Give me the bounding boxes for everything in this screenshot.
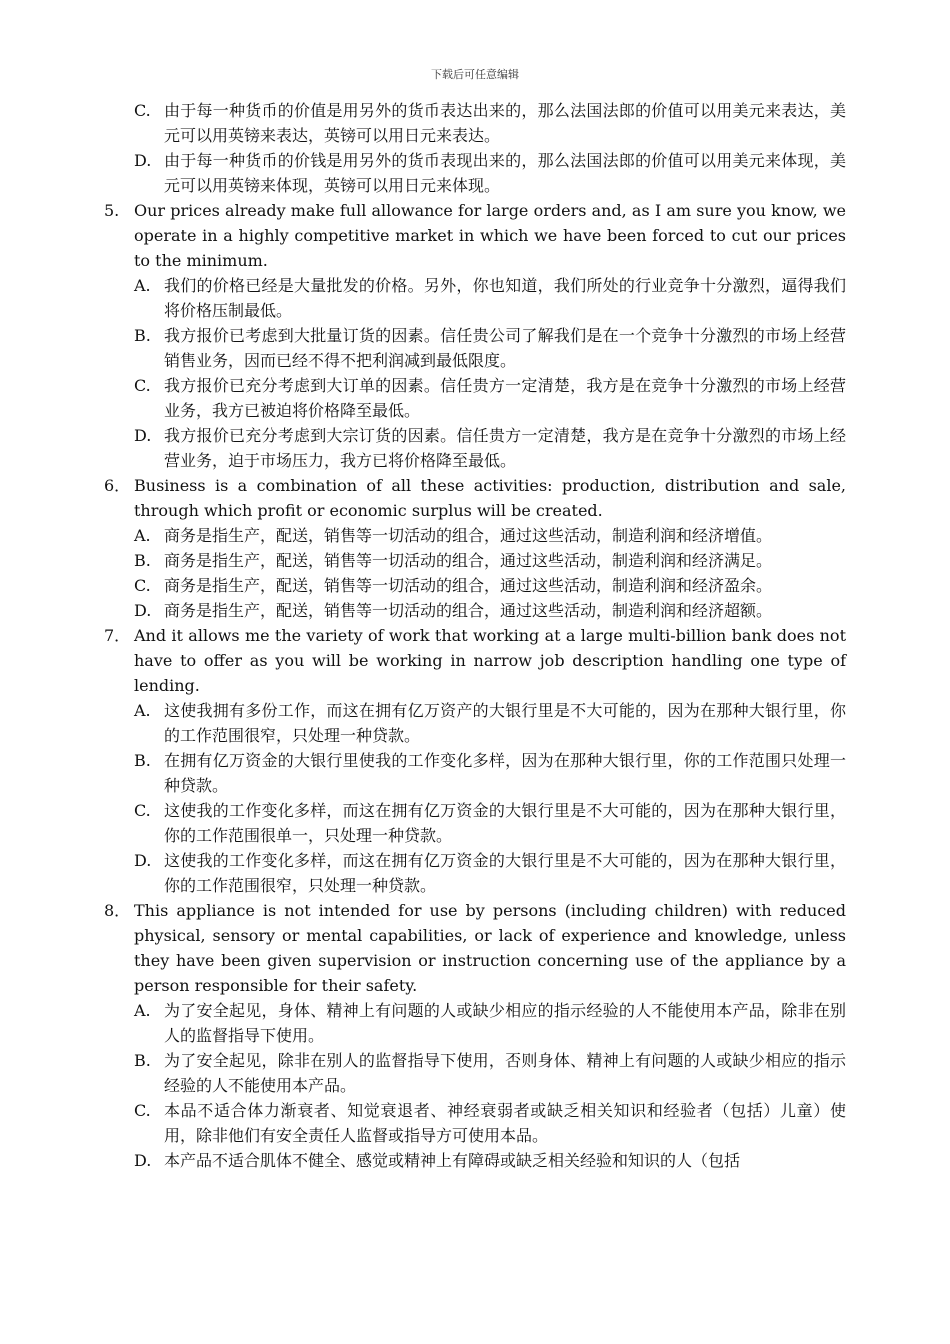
question-text: Business is a combination of all these activities: production, distribution and sale, through which profit or economic surplus will be created. [134,476,846,520]
option-text: 这使我的工作变化多样，而这在拥有亿万资金的大银行里是不大可能的，因为在那种大银行里，你的工作范围很窄，只处理一种贷款。 [164,851,846,895]
option [104,548,846,573]
option-letter: A. [134,276,151,295]
option [104,1098,846,1148]
question-number: 7． [104,626,131,645]
option-letter: D. [134,426,152,445]
option-letter: C. [134,801,151,820]
option-text: 商务是指生产，配送，销售等一切活动的组合，通过这些活动，制造利润和经济满足。 [164,551,773,570]
option-text: 由于每一种货币的价值是用另外的货币表达出来的，那么法国法郎的价值可以用美元来表达，美元可以用英镑来表达，英镑可以用日元来表达。 [164,101,846,145]
option-text: 我方报价已充分考虑到大宗订货的因素。信任贵方一定清楚，我方是在竞争十分激烈的市场上经营业务，迫于市场压力，我方已将价格降至最低。 [164,426,846,470]
option-text: 为了安全起见，除非在别人的监督指导下使用，否则身体、精神上有问题的人或缺少相应的指示经验的人不能使用本产品。 [164,1051,846,1095]
option-text: 我们的价格已经是大量批发的价格。另外，你也知道，我们所处的行业竞争十分激烈，逼得我们将价格压制最低。 [164,276,846,320]
option-text: 商务是指生产，配送，销售等一切活动的组合，通过这些活动，制造利润和经济增值。 [164,526,773,545]
question-number: 6． [104,476,131,495]
question-text: Our prices already make full allowance for large orders and, as I am sure you know, we operate in a highly competitive market in which we have been forced to cut our prices to the minimum. [134,201,846,270]
option-letter: C. [134,1101,151,1120]
question-number: 5. [104,201,120,220]
option [104,98,846,148]
option-letter: D. [134,601,152,620]
option [104,273,846,323]
option-letter: C. [134,376,151,395]
option-text: 商务是指生产，配送，销售等一切活动的组合，通过这些活动，制造利润和经济盈余。 [164,576,773,595]
option [104,798,846,848]
option-letter: D. [134,851,152,870]
option-text: 在拥有亿万资金的大银行里使我的工作变化多样，因为在那种大银行里，你的工作范围只处理一种贷款。 [164,751,846,795]
question [104,623,846,698]
option [104,573,846,598]
option [104,848,846,898]
option-text: 为了安全起见，身体、精神上有问题的人或缺少相应的指示经验的人不能使用本产品，除非在别人的监督指导下使用。 [164,1001,846,1045]
option [104,323,846,373]
document-body [104,98,846,1173]
option-text: 我方报价已考虑到大批量订货的因素。信任贵公司了解我们是在一个竞争十分激烈的市场上经营销售业务，因而已经不得不把利润减到最低限度。 [164,326,846,370]
option [104,148,846,198]
page-header: 下载后可任意编辑 [431,68,519,81]
option-letter: A. [134,526,151,545]
option [104,423,846,473]
option-letter: D. [134,1151,152,1170]
option [104,748,846,798]
question-text: And it allows me the variety of work that working at a large multi-billion bank does not have to offer as you will be working in narrow job description handling one type of lending. [134,626,846,695]
question [104,898,846,998]
option-letter: B. [134,551,151,570]
option-text: 这使我拥有多份工作，而这在拥有亿万资产的大银行里是不大可能的，因为在那种大银行里，你的工作范围很窄，只处理一种贷款。 [164,701,846,745]
option [104,598,846,623]
question-number: 8． [104,901,131,920]
option [104,698,846,748]
option-letter: D. [134,151,152,170]
question-text: This appliance is not intended for use by persons (including children) with reduced physical, sensory or mental capabilities, or lack of experience and knowledge, unless they have been given supervision or instruction concerning use of the appliance by a person responsible for their safety. [134,901,846,995]
option-letter: A. [134,1001,151,1020]
option-letter: B. [134,751,151,770]
option-text: 这使我的工作变化多样，而这在拥有亿万资金的大银行里是不大可能的，因为在那种大银行里，你的工作范围很单一，只处理一种贷款。 [164,801,846,845]
option [104,1148,846,1173]
question [104,198,846,273]
option [104,373,846,423]
option-letter: B. [134,1051,151,1070]
option-letter: B. [134,326,151,345]
option [104,523,846,548]
option-text: 由于每一种货币的价钱是用另外的货币表现出来的，那么法国法郎的价值可以用美元来体现，美元可以用英镑来体现，英镑可以用日元来体现。 [164,151,846,195]
option-letter: C. [134,101,151,120]
option-text: 本品不适合体力渐衰者、知觉衰退者、神经衰弱者或缺乏相关知识和经验者（包括）儿童）使用，除非他们有安全责任人监督或指导方可使用本品。 [164,1101,846,1145]
question [104,473,846,523]
option-text: 我方报价已充分考虑到大订单的因素。信任贵方一定清楚，我方是在竞争十分激烈的市场上经营业务，我方已被迫将价格降至最低。 [164,376,846,420]
option-text: 商务是指生产，配送，销售等一切活动的组合，通过这些活动，制造利润和经济超额。 [164,601,773,620]
option-letter: A. [134,701,151,720]
option-text: 本产品不适合肌体不健全、感觉或精神上有障碍或缺乏相关经验和知识的人（包括 [164,1151,741,1170]
option [104,1048,846,1098]
option [104,998,846,1048]
option-letter: C. [134,576,151,595]
